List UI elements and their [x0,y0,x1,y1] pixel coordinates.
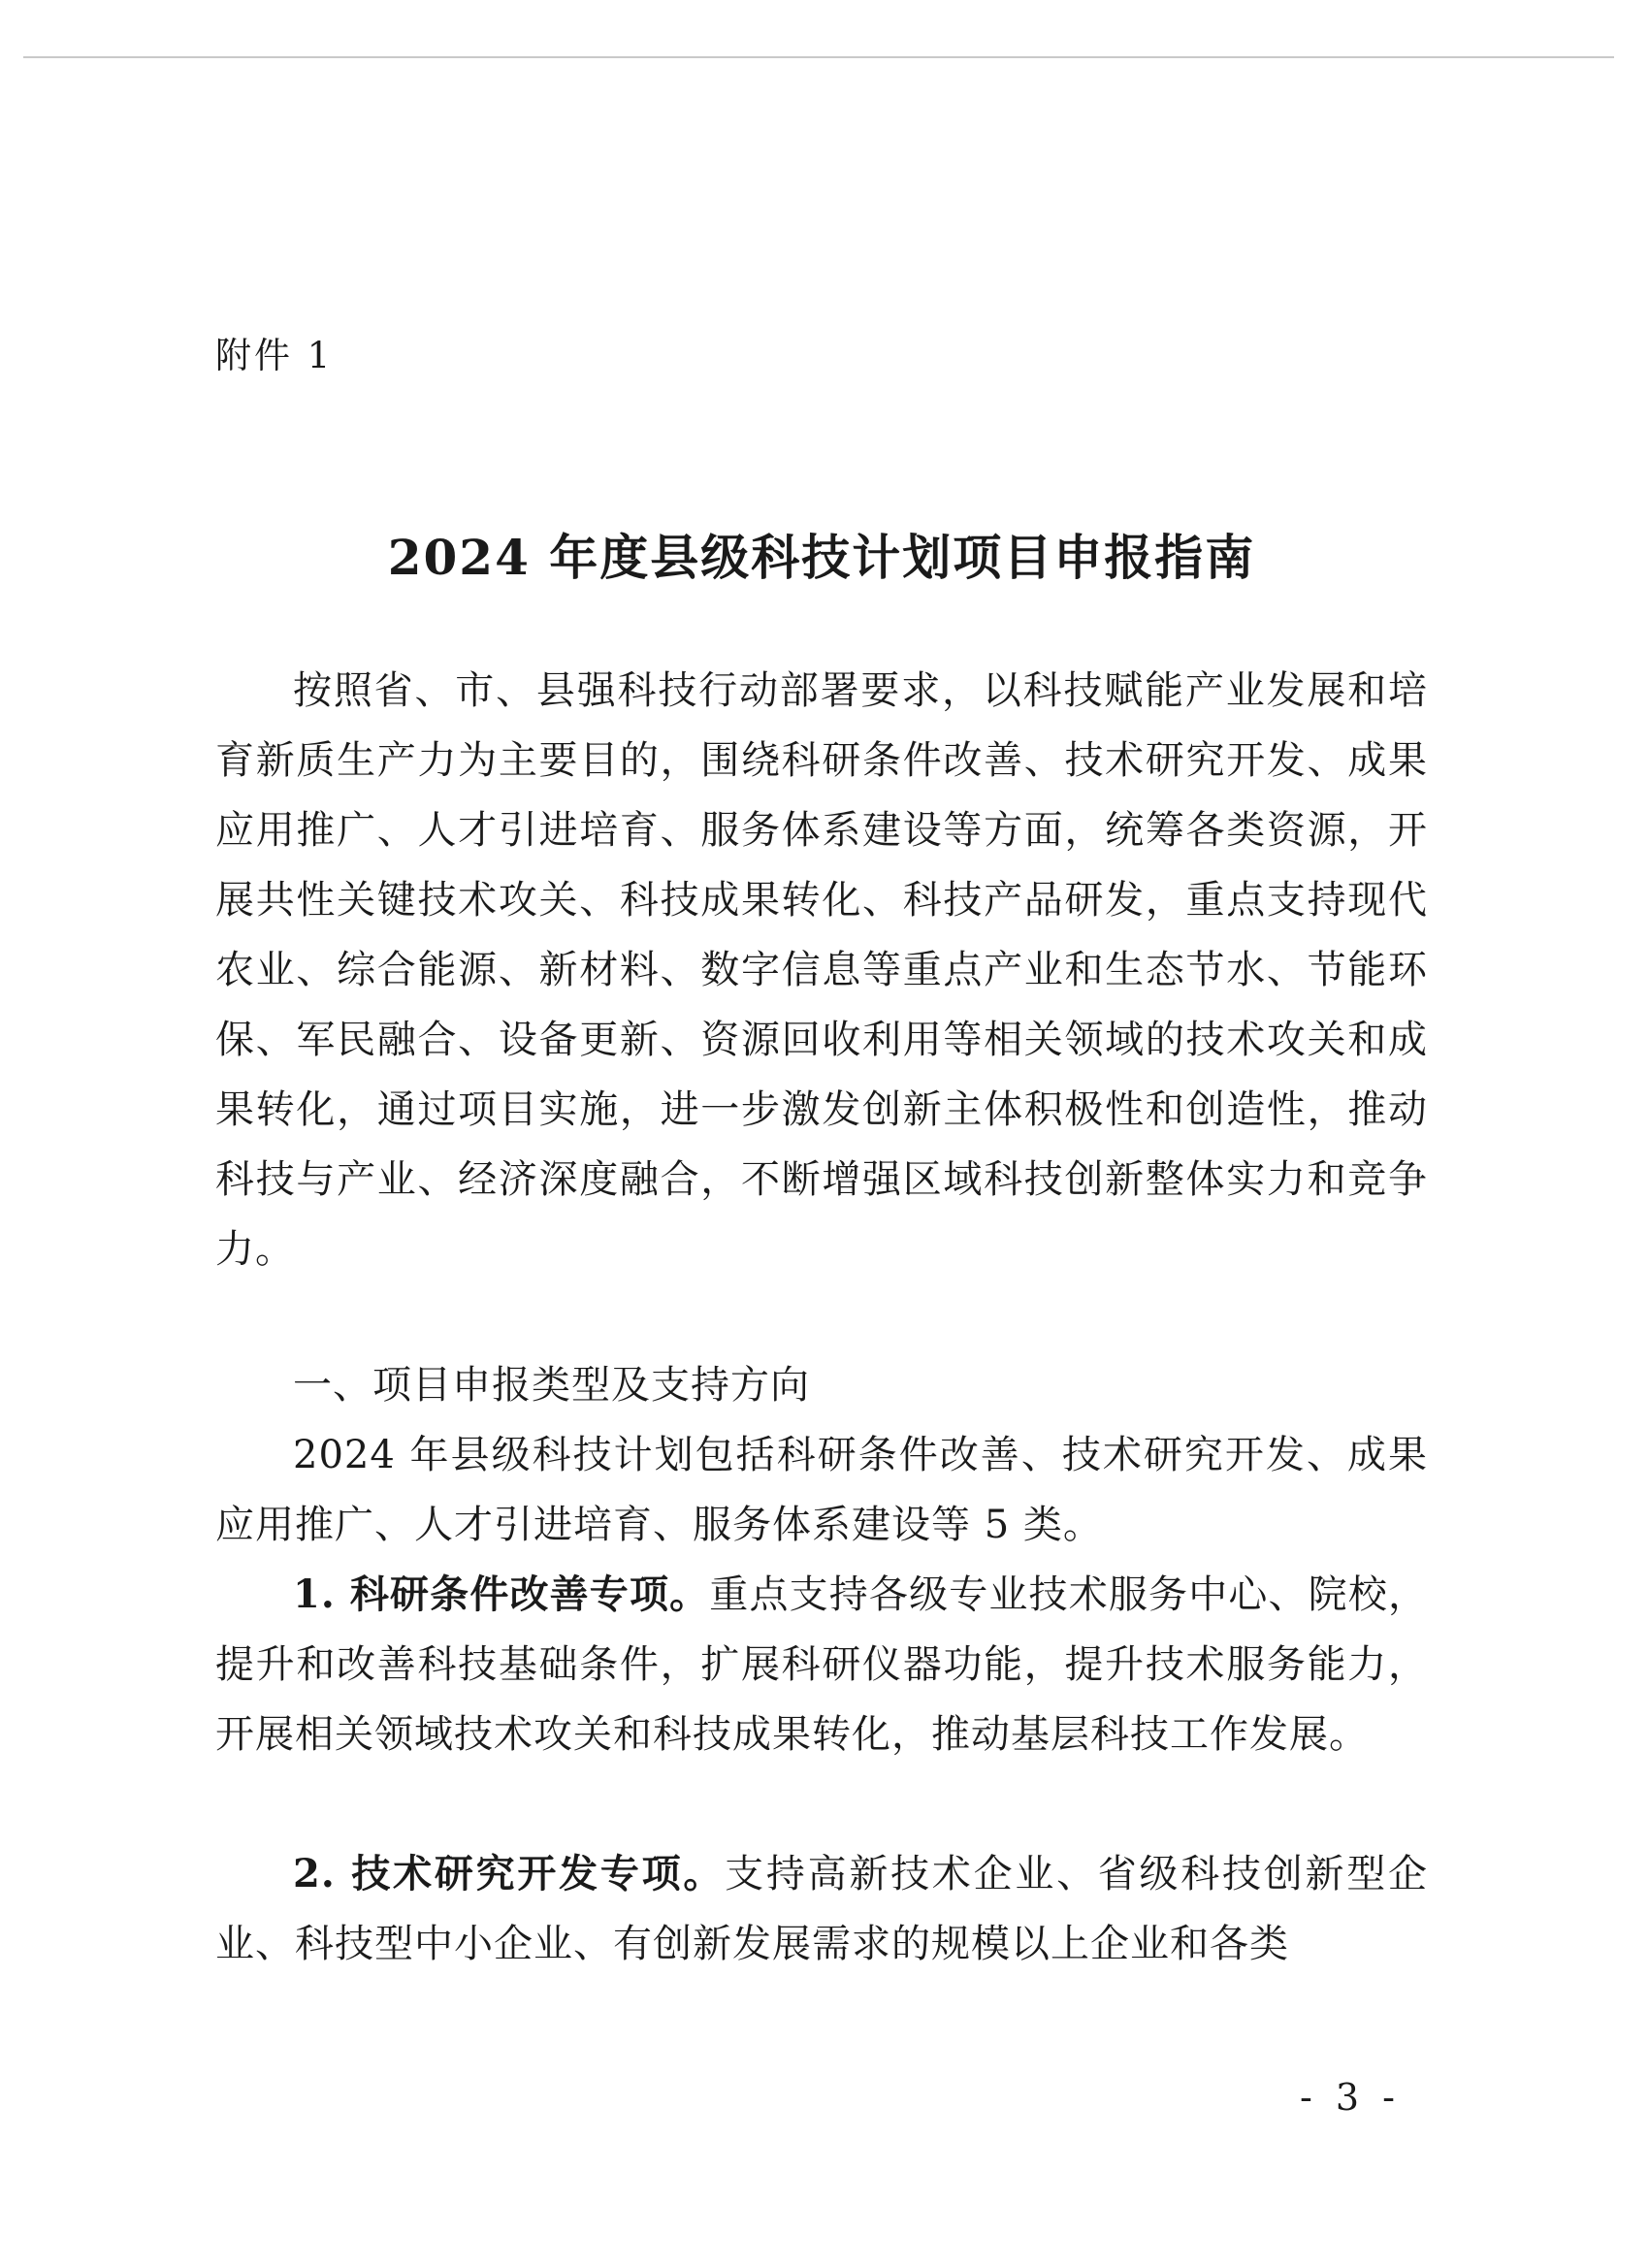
item-lead-1: 1. 科研条件改善专项。 [293,1571,710,1617]
attachment-label: 附件 1 [215,335,334,376]
page-number: - 3 - [1300,2076,1402,2119]
intro-paragraph: 按照省、市、县强科技行动部署要求，以科技赋能产业发展和培育新质生产力为主要目的，围绕科研条件改善、技术研究开发、成果应用推广、人才引进培育、服务体系建设等方面，统筹各类资源，开展共性关键技术攻关、科技成果转化、科技产品研发，重点支持现代农业、综合能源、新材料、数字信息等重点产业和生态节水、节能环保、军民融合、设备更新、资源回收利用等相关领域的技术攻关和成果转化，通过项目实施，进一步激发创新主体积极性和创造性，推动科技与产业、经济深度融合，不断增强区域科技创新整体实力和竞争力。 [215,668,1428,1272]
section-heading: 一、项目申报类型及支持方向 [293,1363,810,1408]
item-paragraph-1 [215,1560,1428,1769]
scan-border-line [23,56,1614,58]
document-title: 2024 年度县级科技计划项目申报指南 [387,529,1256,586]
item-text-1: 重点支持各级专业技术服务中心、院校，提升和改善科技基础条件，扩展科研仪器功能，提升技术服务能力，开展相关领域技术攻关和科技成果转化，推动基层科技工作发展。 [215,1572,1428,1757]
item-lead-2: 2. 技术研究开发专项。 [293,1851,726,1896]
item-text-2: 支持高新技术企业、省级科技创新型企业、科技型中小企业、有创新发展需求的规模以上企业和各类 [215,1852,1429,1966]
item-paragraph-2 [215,1839,1428,1979]
section-summary-paragraph: 2024 年县级科技计划包括科研条件改善、技术研究开发、成果应用推广、人才引进培育、服务体系建设等 5 类。 [215,1433,1428,1547]
